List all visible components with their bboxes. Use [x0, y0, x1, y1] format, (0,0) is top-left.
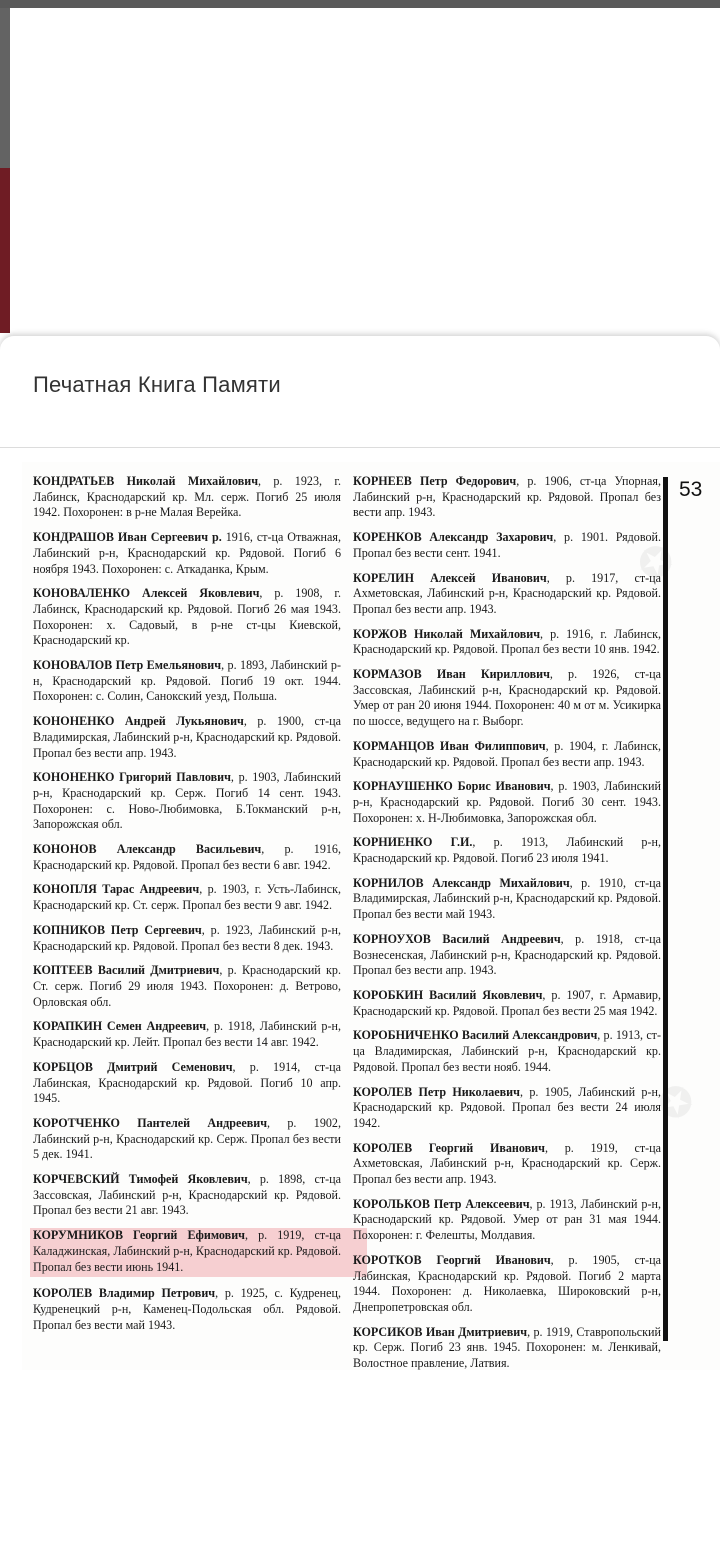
- sheet-divider: [0, 447, 720, 448]
- memorial-entry: [353, 739, 661, 770]
- entry-name: КОПТЕЕВ Василий Дмитриевич: [33, 963, 220, 978]
- entry-details: , р. 1919, Ставропольский кр. Серж. Погиб 23 янв. 1945. Похоронен: м. Ленкивай, Волостное правление, Латвия.: [353, 1324, 661, 1371]
- memorial-entry: [353, 1325, 661, 1372]
- memorial-entry: [33, 1286, 341, 1333]
- entry-details: , р. 1918, Лабинский р-н, Краснодарский кр. Лейт. Пропал без вести 14 авг. 1942.: [33, 1019, 342, 1050]
- left-column: [33, 474, 341, 1342]
- entry-name: КОРЕНКОВ Александр Захарович: [353, 530, 554, 545]
- entry-details: , р. Краснодарский кр. Ст. серж. Погиб 29 июля 1943. Похоронен: д. Ветрово, Орловская обл.: [33, 963, 342, 1009]
- entry-name: КОРУМНИКОВ Георгий Ефимович: [33, 1228, 245, 1243]
- memorial-entry: [33, 923, 341, 954]
- entry-name: КОРЕЛИН Алексей Иванович: [353, 570, 547, 585]
- entry-details: , р. 1900, ст-ца Владимирская, Лабинский р-н, Краснодарский кр. Рядовой. Пропал без вести апр. 1943.: [33, 714, 341, 760]
- entry-name: КОРНИЛОВ Александр Михайлович: [353, 875, 570, 890]
- entry-name: КОРБЦОВ Дмитрий Семенович: [33, 1059, 233, 1074]
- memorial-entry: [353, 876, 661, 923]
- memorial-entry: [33, 882, 341, 913]
- entry-details: , р. 1916, Краснодарский кр. Рядовой. Пропал без вести 6 авг. 1942.: [33, 842, 341, 872]
- entry-name: КОНОВАЛОВ Петр Емельянович: [33, 658, 222, 673]
- memorial-entry: [353, 571, 661, 618]
- entry-name: КОРМАЗОВ Иван Кириллович: [353, 667, 550, 682]
- entry-details: , р. 1923, г. Лабинск, Краснодарский кр. Мл. серж. Погиб 25 июля 1942. Похоронен: в р-не Малая Верейка.: [33, 474, 341, 520]
- entry-name: КОНОНЕНКО Андрей Лукьянович: [33, 714, 244, 729]
- entry-details: , р. 1917, ст-ца Ахметовская, Лабинский р-н, Краснодарский кр. Рядовой. Пропал без вести апр. 1943.: [353, 570, 661, 616]
- entry-details: , р. 1903, г. Усть-Лабинск, Краснодарский кр. Ст. серж. Пропал без вести 9 авг. 1942.: [33, 882, 341, 913]
- entry-details: , р. 1893, Лабинский р-н, Краснодарский кр. Рядовой. Погиб 19 окт. 1944. Похоронен: с. Солин, Санокский уезд, Польша.: [33, 658, 341, 704]
- entry-details: 1916, ст-ца Отважная, Лабинский р-н, Краснодарский кр. Рядовой. Погиб 6 ноября 1943. Похоронен: с. Аткаданка, Крым.: [33, 530, 341, 576]
- memorial-entry: [33, 1019, 341, 1050]
- entry-details: , р. 1916, г. Лабинск, Краснодарский кр. Рядовой. Пропал без вести 10 янв. 1942.: [353, 626, 661, 657]
- memorial-entry: [33, 586, 341, 649]
- entry-name: КОРОЛЕВ Петр Николаевич: [353, 1084, 520, 1099]
- entry-name: КОРОБНИЧЕНКО Василий Александрович: [353, 1028, 598, 1043]
- entry-details: , р. 1908, г. Лабинск, Краснодарский кр. Рядовой. Погиб 26 мая 1943. Похоронен: х. Садовый, в р-не ст-цы Киевской, Краснодарский кр.: [33, 586, 341, 648]
- memorial-entry: [353, 1253, 661, 1316]
- entry-name: КОРОЛЬКОВ Петр Алексеевич: [353, 1196, 530, 1211]
- background-app-edge: [0, 8, 10, 168]
- entry-name: КОРНОУХОВ Василий Андреевич: [353, 931, 561, 946]
- entry-details: , р. 1925, с. Кудренец, Кудренецкий р-н, Каменец-Подольская обл. Рядовой. Пропал без вести май 1943.: [33, 1286, 341, 1332]
- entry-details: , р. 1919, ст-ца Ахметовская, Лабинский р-н, Краснодарский кр. Серж. Пропал без вести апр. 1943.: [353, 1140, 661, 1187]
- memorial-entry: [353, 1141, 661, 1188]
- memorial-entry: [353, 474, 661, 521]
- entry-details: , р. 1910, ст-ца Владимирская, Лабинский р-н, Краснодарский кр. Рядовой. Пропал без вести май 1943.: [353, 875, 661, 922]
- memorial-entry: [353, 1085, 661, 1132]
- background-app-card: [10, 8, 720, 334]
- entry-name: КОРЧЕВСКИЙ Тимофей Яковлевич: [33, 1172, 248, 1187]
- entry-name: КОРЖОВ Николай Михайлович: [353, 626, 541, 641]
- entry-name: КОНОНОВ Александр Васильевич: [33, 842, 262, 857]
- memorial-entry: [33, 770, 341, 833]
- memorial-entry: [353, 1028, 661, 1075]
- entry-details: , р. 1905, ст-ца Лабинская, Краснодарский кр. Рядовой. Погиб 2 марта 1944. Похоронен: д. Николаевка, Широковский р-н, Днепропетровская обл.: [353, 1252, 661, 1314]
- entry-name: КОРСИКОВ Иван Дмитриевич: [353, 1324, 528, 1339]
- status-bar-frame: [0, 0, 720, 8]
- entry-details: , р. 1902, Лабинский р-н, Краснодарский кр. Серж. Пропал без вести 5 дек. 1941.: [33, 1115, 341, 1162]
- entry-details: , р. 1898, ст-ца Зассовская, Лабинский р-н, Краснодарский кр. Рядовой. Пропал без вести 21 авг. 1943.: [33, 1172, 341, 1218]
- memorial-entry: [33, 963, 341, 1010]
- entry-details: , р. 1905, Лабинский р-н, Краснодарский кр. Рядовой. Пропал без вести 24 июля 1942.: [353, 1084, 661, 1130]
- entry-name: КОРМАНЦОВ Иван Филиппович: [353, 738, 546, 753]
- memorial-entry: [33, 1116, 341, 1163]
- page-number: 53: [679, 478, 703, 501]
- memorial-entry: [353, 779, 661, 826]
- entry-details: , р. 1907, г. Армавир, Краснодарский кр. Рядовой. Пропал без вести 25 мая 1942.: [353, 987, 661, 1018]
- entry-name: КОРОЛЕВ Владимир Петрович: [33, 1286, 216, 1301]
- entry-details: , р. 1906, ст-ца Упорная, Лабинский р-н, Краснодарский кр. Рядовой. Пропал без вести апр. 1943.: [353, 474, 661, 520]
- entry-name: КОРНИЕНКО Г.И.: [353, 835, 473, 850]
- right-column: [353, 474, 661, 1381]
- memorial-entry: [353, 627, 661, 658]
- entry-details: , р. 1918, ст-ца Вознесенская, Лабинский р-н, Краснодарский кр. Рядовой. Пропал без вести апр. 1943.: [353, 931, 661, 978]
- entry-name: КОНОПЛЯ Тарас Андреевич: [33, 882, 200, 897]
- entry-details: , р. 1901. Рядовой. Пропал без вести сент. 1941.: [353, 530, 662, 560]
- memorial-entry: [353, 1197, 661, 1244]
- sheet-title: Печатная Книга Памяти: [33, 372, 281, 397]
- memorial-entry: [33, 1060, 341, 1107]
- entry-details: , р. 1926, ст-ца Зассовская, Лабинский р-н, Краснодарский кр. Рядовой. Умер от ран 20 июня 1944. Похоронен: 40 м от м. Усикирка по шоссе, ведущего на г. Выборг.: [353, 667, 661, 729]
- entry-details: , р. 1913, ст-ца Владимирская, Лабинский р-н, Краснодарский кр. Рядовой. Пропал без вести нояб. 1944.: [353, 1028, 661, 1074]
- background-app-accent-edge: [0, 168, 10, 333]
- memorial-entry: [33, 1172, 341, 1219]
- entry-name: КОРОБКИН Василий Яковлевич: [353, 987, 543, 1002]
- memorial-entry: [353, 667, 661, 730]
- memorial-entry: [353, 835, 661, 866]
- entry-details: , р. 1913, Лабинский р-н, Краснодарский кр. Рядовой. Погиб 23 июля 1941.: [353, 835, 661, 866]
- entry-details: , р. 1903, Лабинский р-н, Краснодарский кр. Рядовой. Погиб 30 сент. 1943. Похоронен: х. Н-Любимовка, Запорожская обл.: [353, 779, 661, 825]
- entry-name: КОНОВАЛЕНКО Алексей Яковлевич: [33, 586, 260, 601]
- entry-details: , р. 1919, ст-ца Каладжинская, Лабинский р-н, Краснодарский кр. Рядовой. Пропал без вести июнь 1941.: [33, 1228, 341, 1274]
- entry-details: , р. 1923, Лабинский р-н, Краснодарский кр. Рядовой. Пропал без вести 8 дек. 1943.: [33, 922, 341, 953]
- memorial-entry: [353, 932, 661, 979]
- entry-name: КОНДРАТЬЕВ Николай Михайлович: [33, 474, 259, 488]
- entry-details: , р. 1914, ст-ца Лабинская, Краснодарский кр. Рядовой. Погиб 10 апр. 1945.: [33, 1059, 341, 1106]
- entry-details: , р. 1903, Лабинский р-н, Краснодарский кр. Серж. Погиб 14 сент. 1943. Похоронен: с. Ново-Любимовка, Б.Токманский р-н, Запорожская обл.: [33, 770, 341, 832]
- memorial-entry: [33, 474, 341, 521]
- memorial-entry: [33, 714, 341, 761]
- entry-name: КОРОТКОВ Георгий Иванович: [353, 1252, 551, 1267]
- memorial-entry: [353, 988, 661, 1019]
- entry-name: КОПНИКОВ Петр Сергеевич: [33, 922, 202, 937]
- entry-name: КОРАПКИН Семен Андреевич: [33, 1019, 207, 1034]
- entry-name: КОНДРАШОВ Иван Сергеевич р.: [33, 530, 222, 545]
- entry-details: , р. 1913, Лабинский р-н, Краснодарский кр. Рядовой. Умер от ран 31 мая 1944. Похоронен: г. Фелешты, Молдавия.: [353, 1196, 661, 1243]
- entry-details: , р. 1904, г. Лабинск, Краснодарский кр. Рядовой. Пропал без вести апр. 1943.: [353, 738, 662, 769]
- page-edge-bar: [663, 477, 668, 1341]
- memorial-entry: [353, 530, 661, 561]
- memorial-entry: [33, 530, 341, 577]
- entry-name: КОРНЕЕВ Петр Федорович: [353, 474, 517, 488]
- entry-name: КОРНАУШЕНКО Борис Иванович: [353, 779, 551, 794]
- memorial-entry: [33, 658, 341, 705]
- entry-name: КОНОНЕНКО Григорий Павлович: [33, 770, 231, 785]
- entry-name: КОРОЛЕВ Георгий Иванович: [353, 1140, 545, 1155]
- highlighted-entry: [30, 1228, 367, 1277]
- entry-name: КОРОТЧЕНКО Пантелей Андреевич: [33, 1115, 268, 1130]
- memorial-entry: [33, 842, 341, 873]
